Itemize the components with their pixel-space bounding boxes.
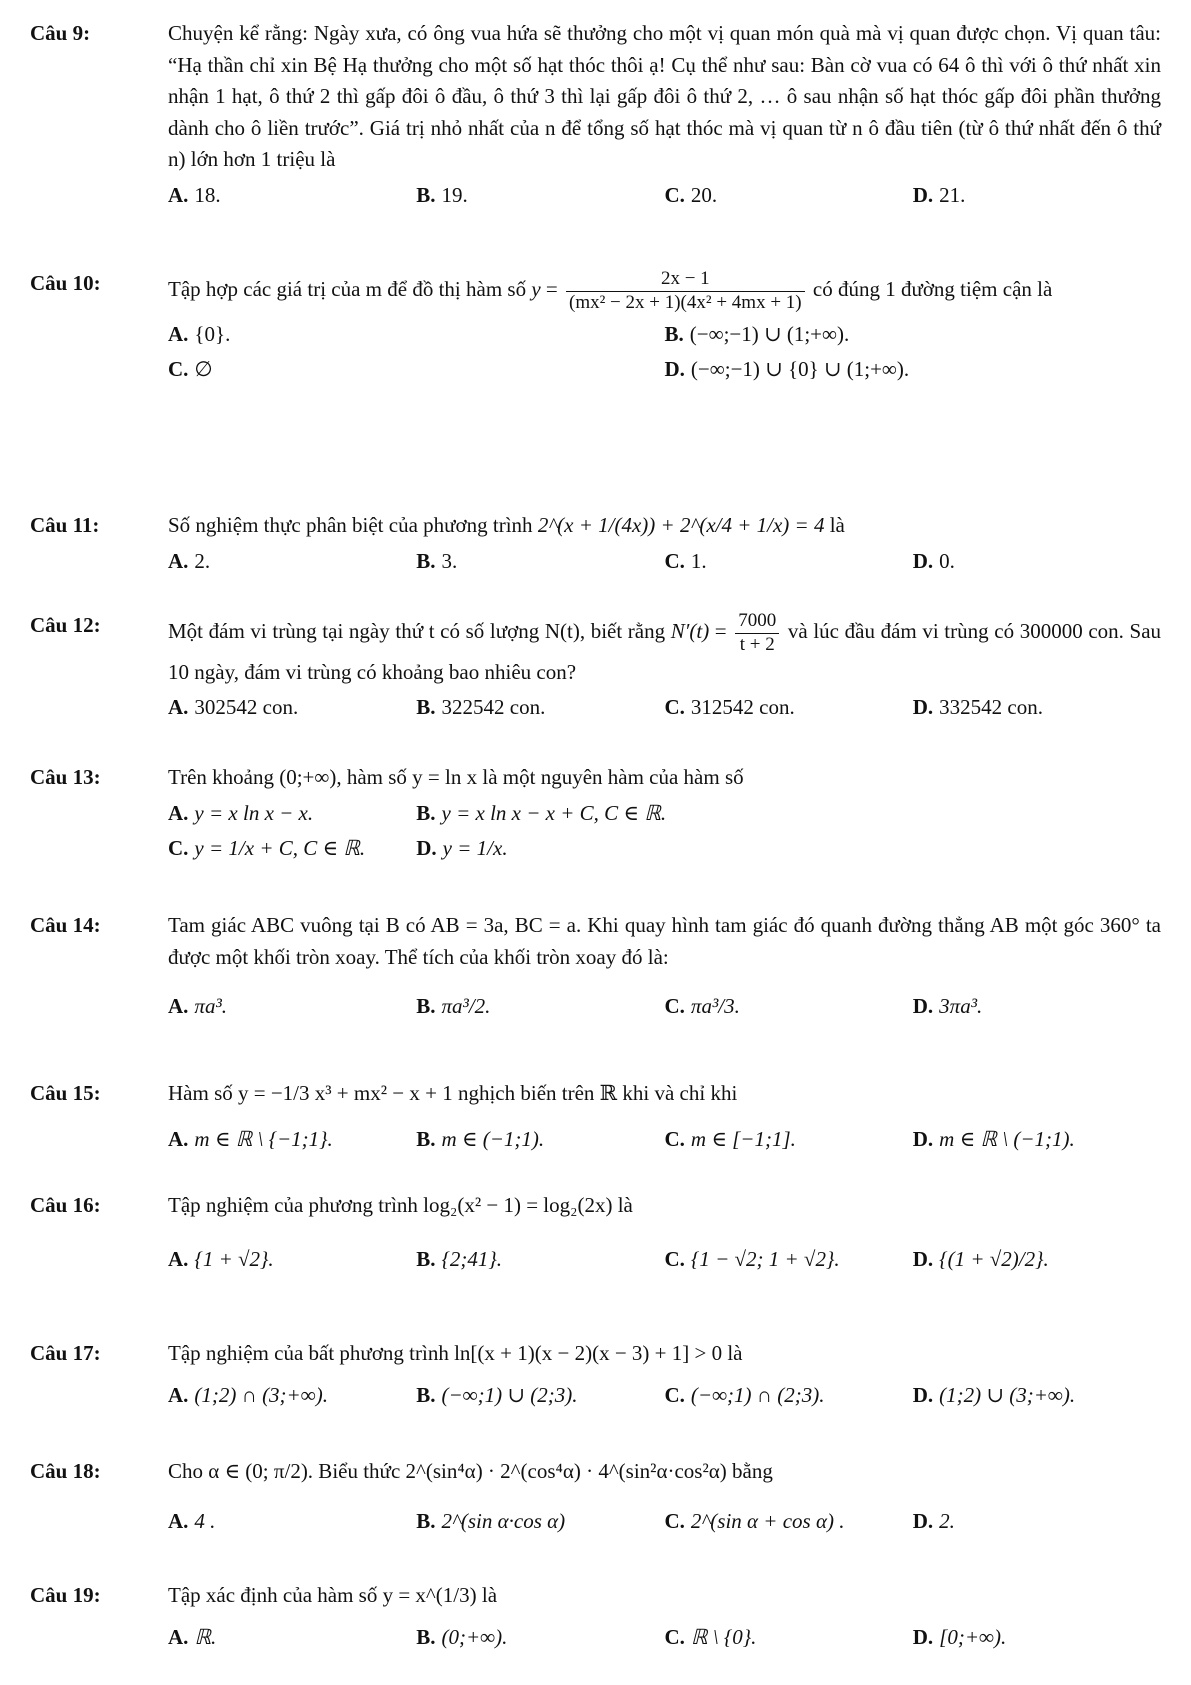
options-row: [168, 692, 1161, 724]
option-b[interactable]: B. {2;41}.: [416, 1246, 503, 1271]
question-17: [30, 1338, 1161, 1411]
option-a[interactable]: A. 18.: [168, 182, 221, 207]
option-a[interactable]: A. πa³.: [168, 994, 227, 1018]
option-a[interactable]: A. 2.: [168, 548, 211, 573]
function-fraction: $\frac{2x - 1}{\text{(mx² − 2x + 1)(4x² + 4mx + 1)}}$: [566, 268, 805, 315]
question-15: [30, 1078, 1161, 1155]
option-d[interactable]: D. 332542 con.: [912, 695, 1043, 720]
question-9: [30, 18, 1161, 211]
option-d[interactable]: D. 0.: [912, 548, 955, 573]
question-14: [30, 910, 1161, 1023]
question-text: Một đám vi trùng tại ngày thứ t có số lượng N(t), biết rằng N′(t) = $\frac{7000}{t + 2}$ và lúc đầu đám vi trùng có 300000 con. Sau 10 ngày, đám vi trùng có khoảng bao nhiêu con?: [168, 610, 1162, 684]
question-16: [30, 1190, 1161, 1275]
option-a[interactable]: A. 4 .: [168, 1508, 216, 1533]
option-c[interactable]: C. ℝ \ {0}.: [664, 1624, 757, 1649]
option-c[interactable]: C. 312542 con.: [664, 695, 795, 720]
option-d[interactable]: D. y = 1/x.: [416, 836, 508, 860]
option-d[interactable]: D. {(1 + √2)/2}.: [912, 1246, 1049, 1271]
question-19: [30, 1580, 1161, 1653]
question-18: [30, 1456, 1161, 1537]
option-c[interactable]: C. 2^(sin α + cos α) .: [664, 1508, 845, 1533]
question-text: Số nghiệm thực phân biệt của phương trình 2^(x + 1/(4x)) + 2^(x/4 + 1/x) = 4 là: [168, 513, 845, 537]
option-d[interactable]: D. [0;+∞).: [912, 1624, 1007, 1649]
option-b[interactable]: B. (−∞;1) ∪ (2;3).: [416, 1382, 578, 1407]
option-b[interactable]: B. 19.: [416, 182, 468, 207]
option-a[interactable]: A. 302542 con.: [168, 695, 299, 720]
question-text: Chuyện kể rằng: Ngày xưa, có ông vua hứa sẽ thưởng cho một vị quan món quà mà vị quan được chọn. Vị quan tâu: “Hạ thần chỉ xin Bệ Hạ thưởng cho một số hạt thóc thôi ạ! Cụ thể như sau: Bàn cờ vua có 64 ô thì với ô thứ nhất xin nhận 1 hạt, ô thứ 2 thì gấp đôi ô đầu, ô thứ 3 thì lại gấp đôi ô thứ 2, … ô sau nhận số hạt thóc gấp đôi phần thưởng dành cho ô liền trước”. Giá trị nhỏ nhất của n để tổng số hạt thóc mà vị quan từ n ô đầu tiên (từ ô thứ nhất đến ô thứ n) lớn hơn 1 triệu là: [168, 21, 1161, 171]
question-text: Cho α ∈ (0; π/2). Biểu thức 2^(sin⁴α) · 2^(cos⁴α) · 4^(sin²α·cos²α) bằng: [168, 1459, 773, 1483]
question-text: Tam giác ABC vuông tại B có AB = 3a, BC = a. Khi quay hình tam giác đó quanh đường thẳng AB một góc 360° ta được một khối tròn xoay. Thể tích của khối tròn xoay đó là:: [168, 913, 1161, 969]
option-c[interactable]: C. ∅: [168, 357, 213, 382]
question-number: Câu 10:: [30, 271, 101, 295]
question-number: Câu 11:: [30, 513, 100, 537]
options-row: [168, 546, 1161, 578]
question-text: Tập nghiệm của phương trình log₂(x² − 1) = log₂(2x) là: [168, 1193, 633, 1217]
option-a[interactable]: A. {1 + √2}.: [168, 1246, 274, 1271]
option-d[interactable]: D. 3πa³.: [912, 994, 983, 1018]
options-row: [168, 1622, 1161, 1654]
question-text: Hàm số y = −1/3 x³ + mx² − x + 1 nghịch biến trên ℝ khi và chỉ khi: [168, 1081, 738, 1105]
option-a[interactable]: A. y = x ln x − x.: [168, 800, 314, 825]
option-d[interactable]: D. m ∈ ℝ \ (−1;1).: [912, 1126, 1075, 1151]
question-text: Tập nghiệm của bất phương trình ln[(x + 1)(x − 2)(x − 3) + 1] > 0 là: [168, 1341, 743, 1365]
question-number: Câu 15:: [30, 1081, 101, 1105]
option-a[interactable]: A. ℝ.: [168, 1624, 217, 1649]
option-d[interactable]: D. 21.: [912, 182, 966, 207]
option-c[interactable]: C. (−∞;1) ∩ (2;3).: [664, 1382, 825, 1407]
equation: 2^(x + 1/(4x)) + 2^(x/4 + 1/x) = 4: [537, 513, 825, 537]
question-number: Câu 17:: [30, 1341, 101, 1365]
option-b[interactable]: B. 2^(sin α·cos α): [416, 1508, 566, 1533]
question-number: Câu 14:: [30, 913, 101, 937]
question-number: Câu 12:: [30, 613, 101, 637]
options-row: [168, 991, 1161, 1023]
option-a[interactable]: A. {0}.: [168, 321, 231, 346]
option-c[interactable]: C. πa³/3.: [664, 994, 740, 1018]
option-b[interactable]: B. 3.: [416, 548, 458, 573]
question-11: [30, 510, 1161, 577]
options-row: [168, 319, 1161, 351]
options-row: [168, 798, 1161, 830]
option-c[interactable]: C. 1.: [664, 548, 707, 573]
question-text: Tập xác định của hàm số y = x^(1/3) là: [168, 1583, 498, 1607]
question-number: Câu 9:: [30, 21, 91, 45]
question-13: [30, 762, 1161, 865]
question-number: Câu 16:: [30, 1193, 101, 1217]
question-10: [30, 268, 1161, 386]
option-d[interactable]: D. 2.: [912, 1508, 955, 1533]
option-d[interactable]: D. (1;2) ∪ (3;+∞).: [912, 1382, 1076, 1407]
option-c[interactable]: C. y = 1/x + C, C ∈ ℝ.: [168, 836, 366, 860]
option-c[interactable]: C. {1 − √2; 1 + √2}.: [664, 1246, 840, 1271]
question-number: Câu 19:: [30, 1583, 101, 1607]
option-b[interactable]: B. πa³/2.: [416, 994, 491, 1018]
option-b[interactable]: B. (0;+∞).: [416, 1624, 508, 1649]
options-row: [168, 1506, 1161, 1538]
options-row: [168, 1380, 1161, 1412]
question-text: Trên khoảng (0;+∞), hàm số y = ln x là một nguyên hàm của hàm số: [168, 765, 744, 789]
options-row: [168, 1124, 1161, 1156]
question-number: Câu 18:: [30, 1459, 101, 1483]
option-b[interactable]: B. 322542 con.: [416, 695, 546, 720]
options-row: [168, 354, 1161, 386]
option-d[interactable]: D. (−∞;−1) ∪ {0} ∪ (1;+∞).: [664, 357, 910, 382]
options-row: [168, 180, 1161, 212]
option-c[interactable]: C. m ∈ [−1;1].: [664, 1126, 796, 1151]
options-row: [168, 833, 1161, 865]
derivative-fraction: $\frac{7000}{t + 2}$: [735, 610, 779, 657]
option-b[interactable]: B. y = x ln x − x + C, C ∈ ℝ.: [416, 800, 667, 825]
question-text: Tập hợp các giá trị của m để đồ thị hàm số y = $\frac{2x - 1}{\text{(mx² − 2x + 1)(4x² + 4mx + 1)}}$ có đúng 1 đường tiệm cận là: [168, 268, 1053, 313]
option-a[interactable]: A. m ∈ ℝ \ {−1;1}.: [168, 1126, 333, 1151]
option-b[interactable]: B. (−∞;−1) ∪ (1;+∞).: [664, 321, 850, 346]
option-a[interactable]: A. (1;2) ∩ (3;+∞).: [168, 1382, 328, 1407]
question-12: [30, 610, 1161, 724]
option-c[interactable]: C. 20.: [664, 182, 718, 207]
option-b[interactable]: B. m ∈ (−1;1).: [416, 1126, 545, 1151]
options-row: [168, 1244, 1161, 1276]
question-number: Câu 13:: [30, 765, 101, 789]
